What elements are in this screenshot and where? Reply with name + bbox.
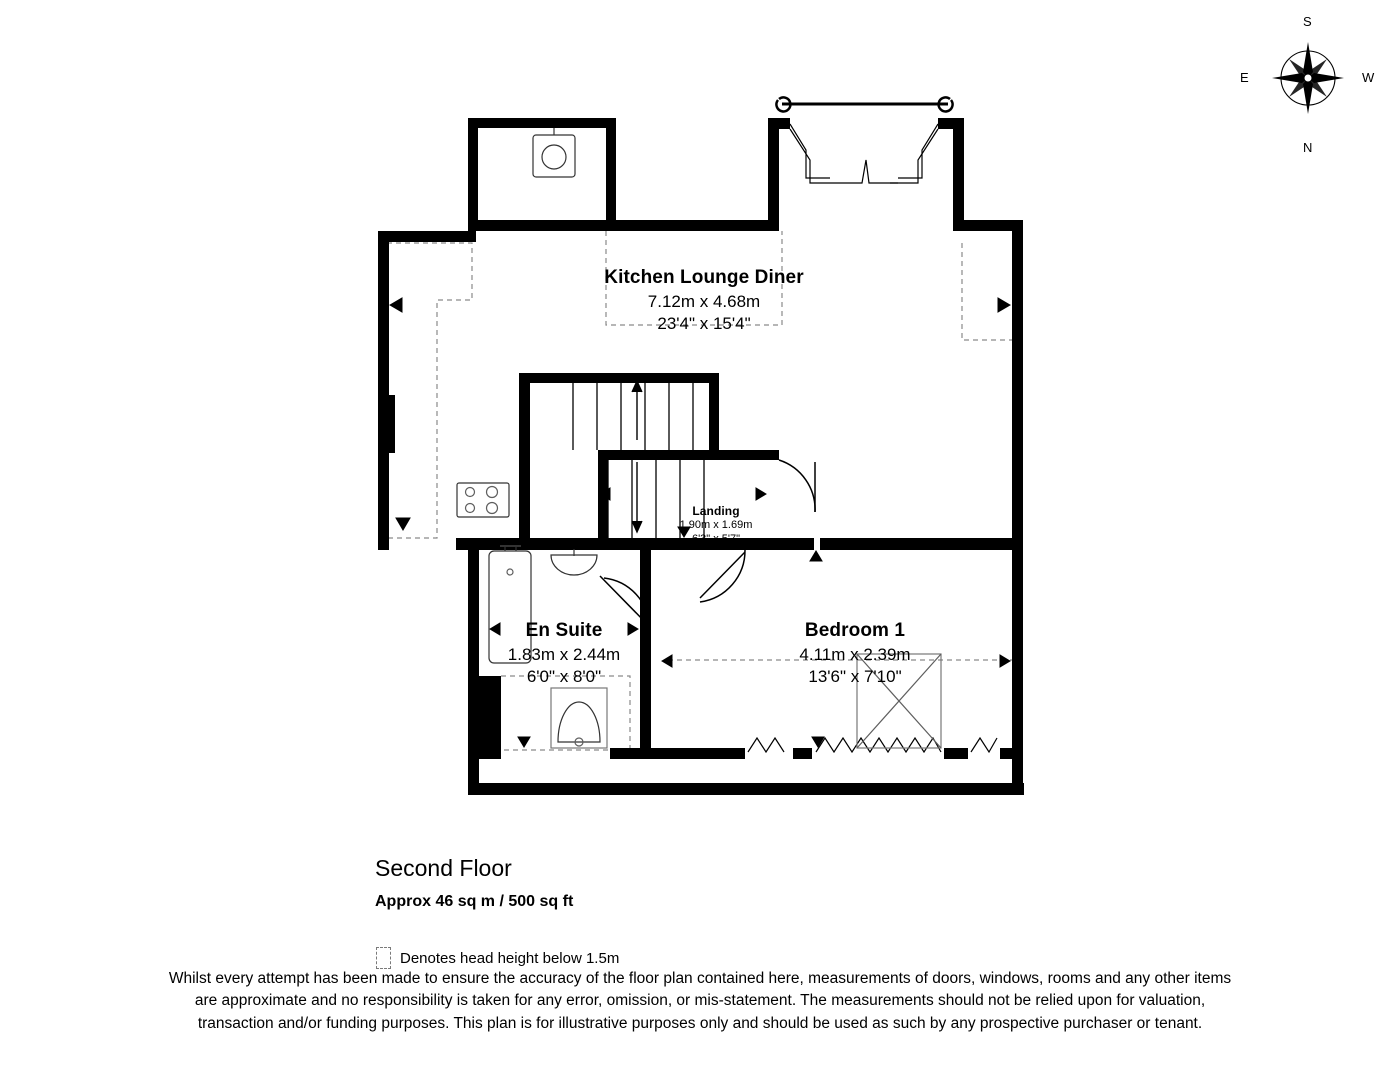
compass-label-north: N [1303, 140, 1313, 155]
compass-rose [1272, 42, 1344, 114]
room-dim-metric-en-suite: 1.83m x 2.44m [507, 645, 621, 664]
head-height-legend-label: Denotes head height below 1.5m [400, 950, 620, 967]
room-label-kitchen-lounge-diner: Kitchen Lounge Diner [604, 267, 804, 288]
room-label-bedroom-1: Bedroom 1 [804, 620, 906, 641]
room-dim-imperial-bedroom-1: 13'6" x 7'10" [808, 667, 902, 686]
floor-area: Approx 46 sq m / 500 sq ft [375, 893, 574, 910]
disclaimer-text: Whilst every attempt has been made to ensure the accuracy of the floor plan contained here, measurements of doors, windows, rooms and any other items are approximate and no responsibility is taken for any error, omission, or mis-statement. The measurements should not be relied upon for valuation, transaction and/or funding purposes. This plan is for illustrative purposes only and should be used as such by any prospective purchaser or tenant. [168, 970, 1232, 1032]
compass-label-south: S [1303, 14, 1312, 29]
head-height-legend-swatch [376, 947, 391, 969]
compass-label-west: W [1362, 70, 1375, 85]
room-dim-metric-kitchen-lounge-diner: 7.12m x 4.68m [647, 292, 761, 311]
walls [378, 118, 1024, 795]
room-dim-imperial-en-suite: 6'0" x 8'0" [526, 667, 602, 686]
room-dim-metric-bedroom-1: 4.11m x 2.39m [799, 645, 911, 664]
room-label-en-suite: En Suite [525, 620, 603, 641]
room-label-landing: Landing [692, 504, 740, 518]
room-dim-metric-landing: 1.90m x 1.69m [679, 519, 753, 531]
floor-title: Second Floor [375, 855, 512, 881]
compass-label-east: E [1240, 70, 1249, 85]
room-dim-imperial-kitchen-lounge-diner: 23'4" x 15'4" [657, 314, 751, 333]
room-dim-imperial-landing: 6'3" x 5'7" [691, 533, 741, 545]
